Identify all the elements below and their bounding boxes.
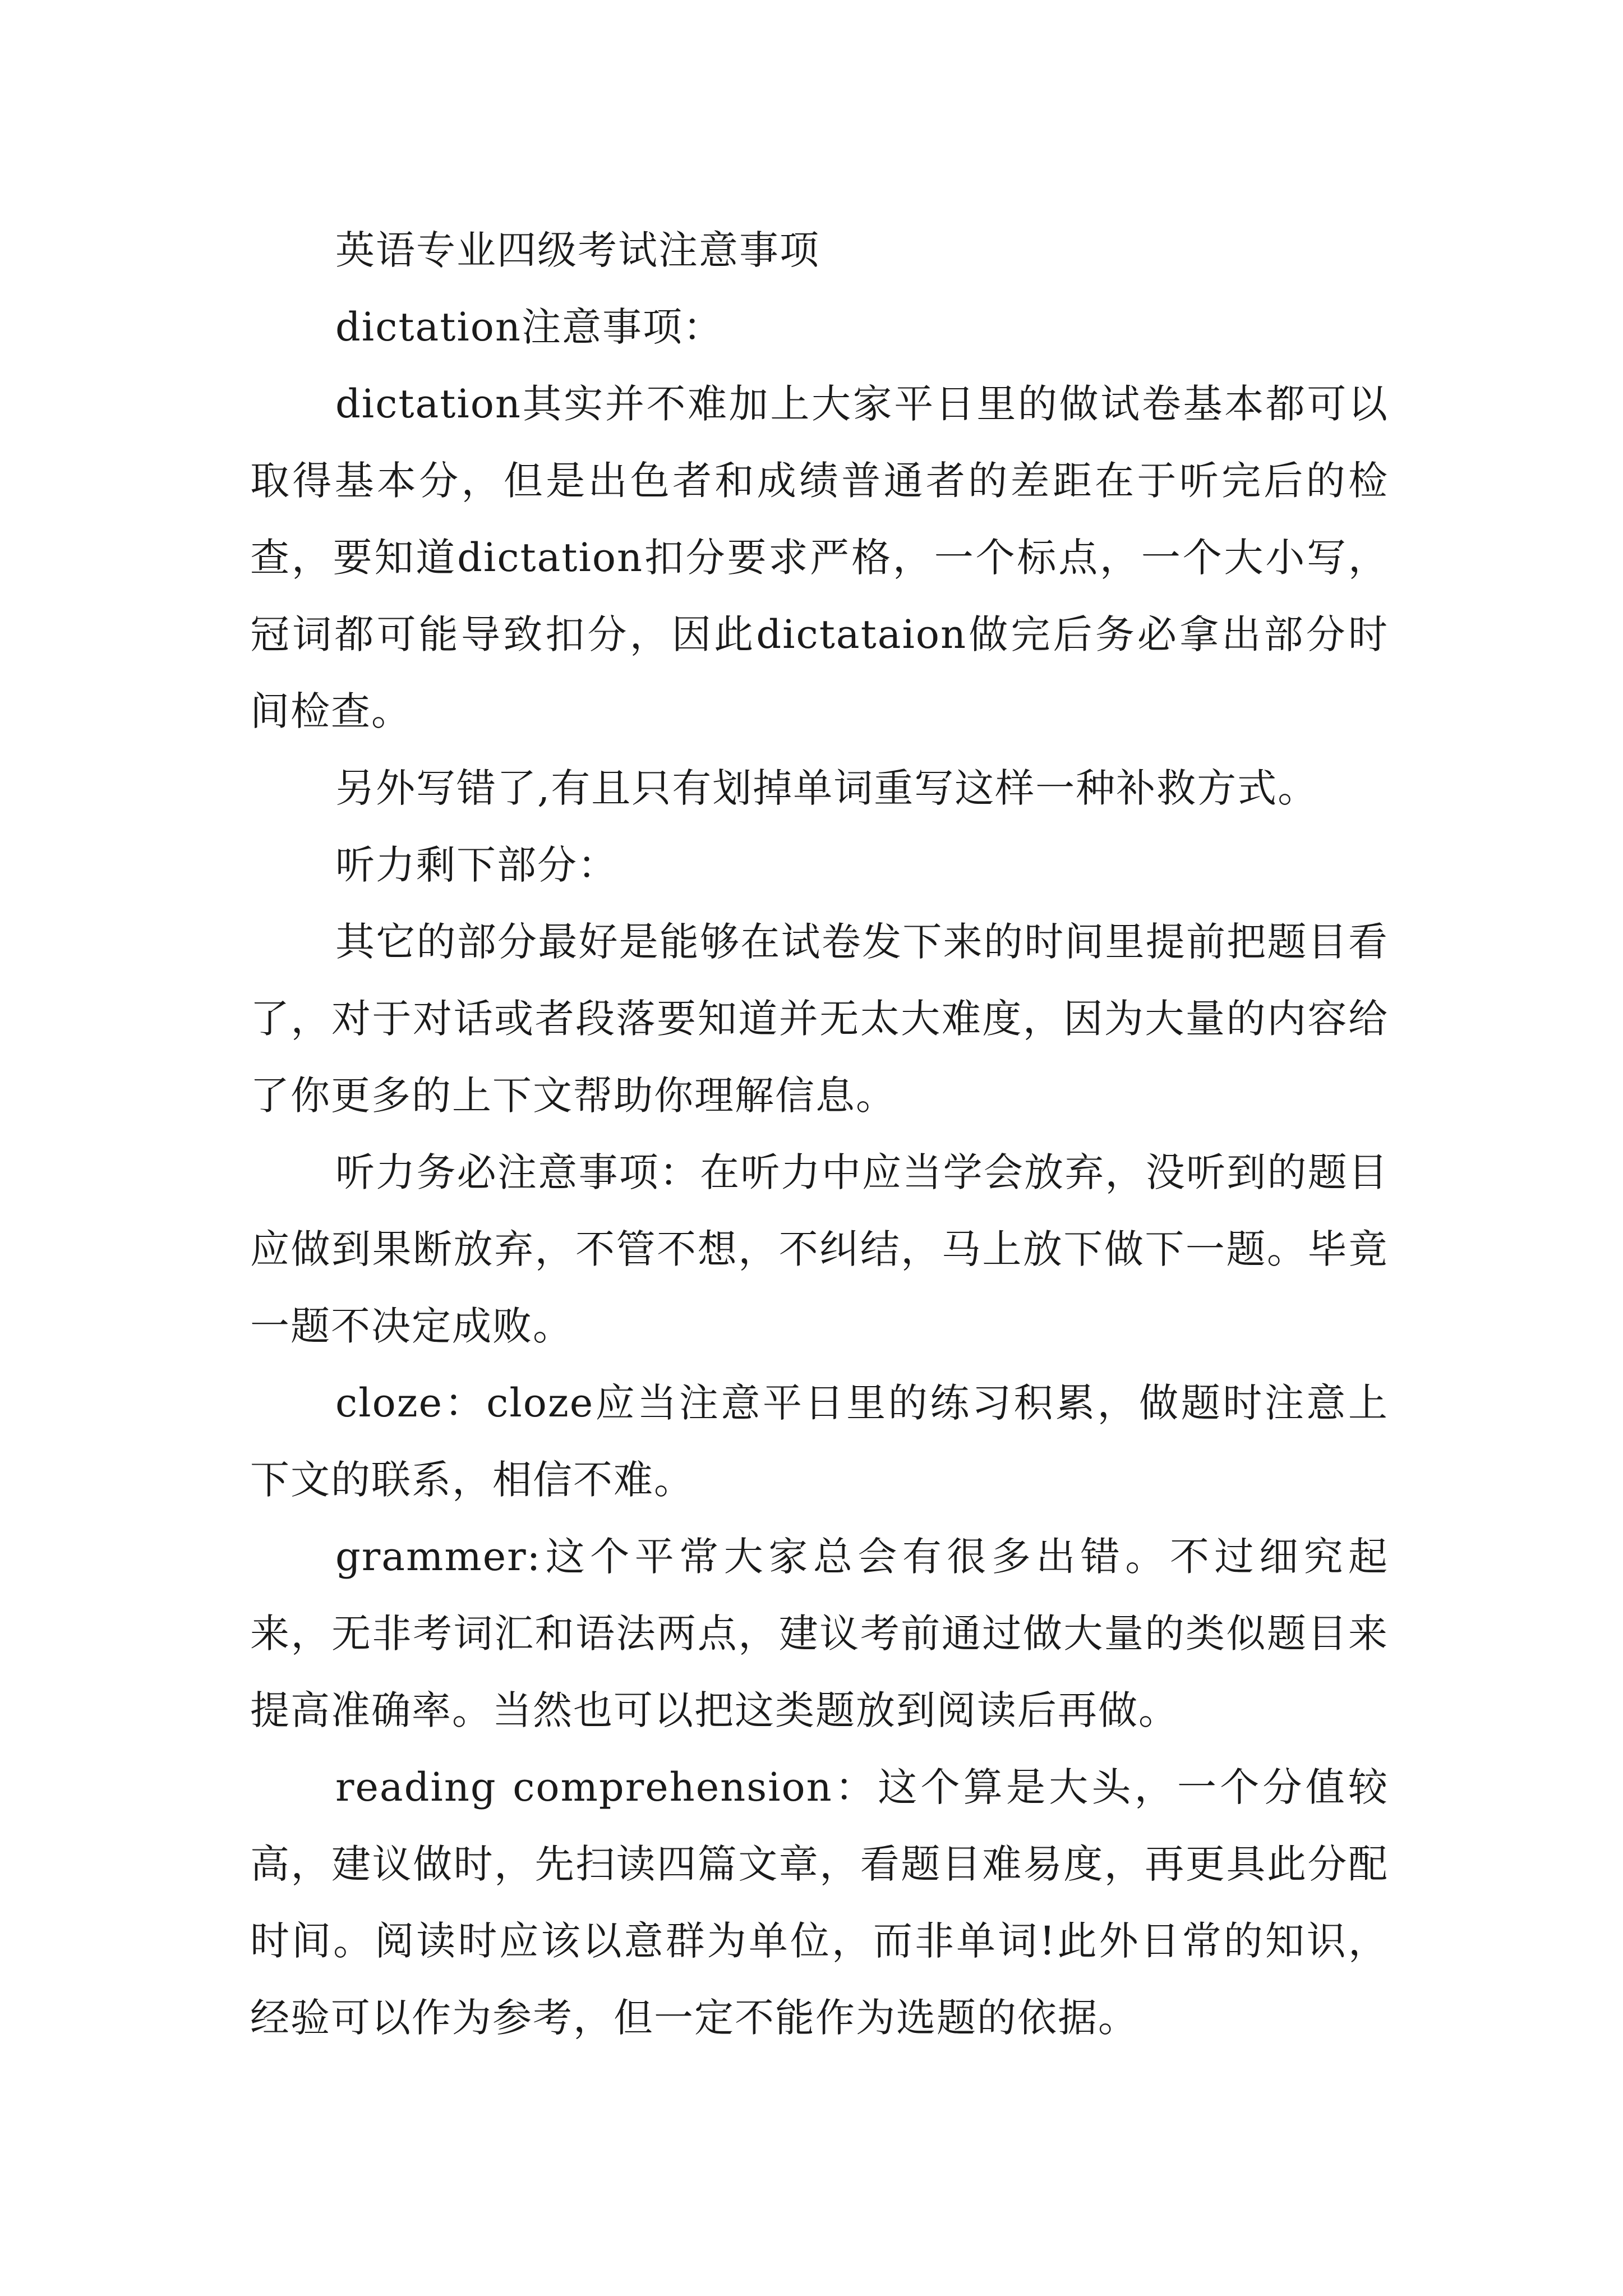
paragraph-dictation-heading: dictation注意事项： bbox=[335, 304, 724, 350]
paragraph-dictation-body: dictation其实并不难加上大家平日里的做试卷基本都可以取得基本分，但是出色者和成绩普通者的差距在于听完后的检查，要知道dictation扣分要求严格，一个标点，一个大小写，冠词都可能导致扣分，因此dictataion做完后务必拿出部分时间检查。 bbox=[250, 381, 1389, 734]
paragraph-cloze: cloze：cloze应当注意平日里的练习积累，做题时注意上下文的联系，相信不难。 bbox=[250, 1380, 1389, 1503]
paragraph-correction-note: 另外写错了,有且只有划掉单词重写这样一种补救方式。 bbox=[335, 765, 1318, 811]
paragraph-listening-notes: 听力务必注意事项：在听力中应当学会放弃，没听到的题目应做到果断放弃，不管不想，不纠结，马上放下做下一题。毕竟一题不决定成败。 bbox=[250, 1149, 1389, 1349]
paragraph-listening-heading: 听力剩下部分： bbox=[335, 842, 618, 888]
paragraph-grammar: grammer:这个平常大家总会有很多出错。不过细究起来，无非考词汇和语法两点，建议考前通过做大量的类似题目来提高准确率。当然也可以把这类题放到阅读后再做。 bbox=[250, 1534, 1389, 1733]
paragraph-listening-body: 其它的部分最好是能够在试卷发下来的时间里提前把题目看了，对于对话或者段落要知道并无太大难度，因为大量的内容给了你更多的上下文帮助你理解信息。 bbox=[250, 919, 1389, 1119]
document-title: 英语专业四级考试注意事项 bbox=[335, 227, 820, 273]
document-body bbox=[250, 212, 1389, 2056]
paragraph-reading: reading comprehension：这个算是大头，一个分值较高，建议做时，先扫读四篇文章，看题目难易度，再更具此分配时间。阅读时应该以意群为单位，而非单词!此外日常的知识，经验可以作为参考，但一定不能作为选题的依据。 bbox=[250, 1764, 1389, 2041]
